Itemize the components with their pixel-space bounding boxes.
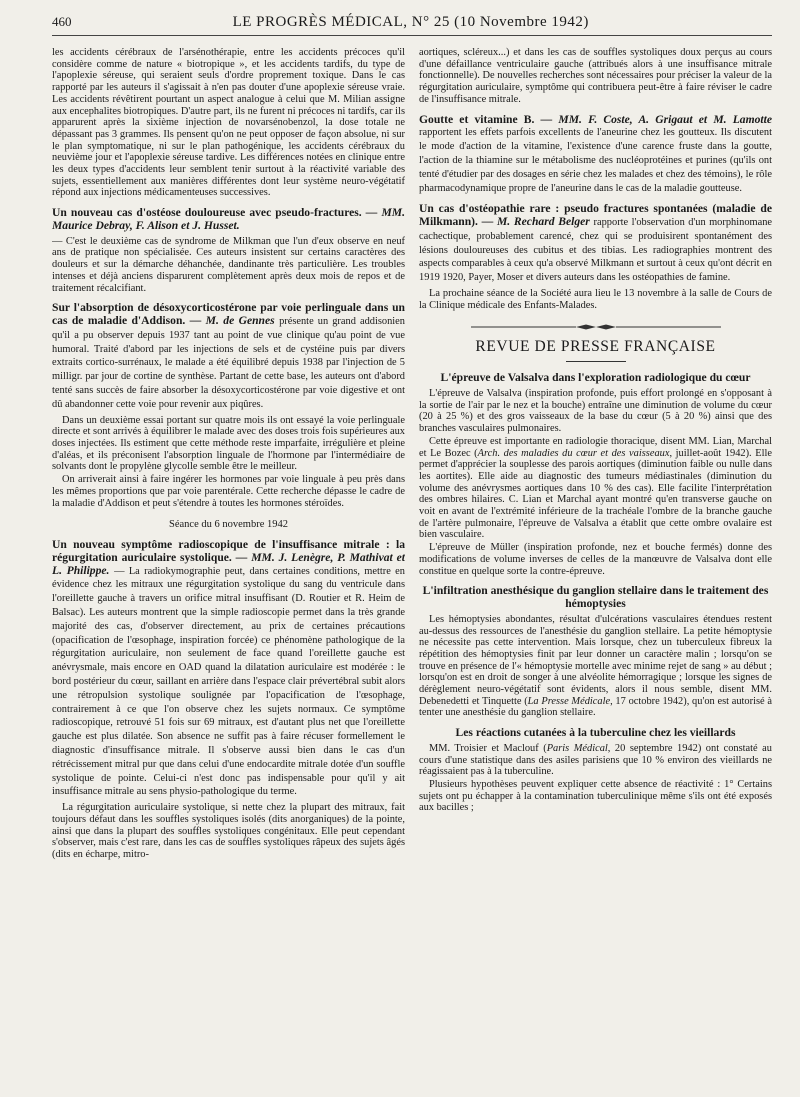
article-title <box>419 203 772 285</box>
ornament-rule-icon <box>471 323 721 331</box>
article-authors: — M. de Gennes <box>189 314 275 328</box>
text-run: , juillet-août 1942). Elle permet d'apprécier la souplesse des parois aortiques (diminution faible ou nulle dans les aortites). Elle aide au diagnostic des tumeurs médiastinales (diminution du volume des anévrysmes aortiques dans 10 % des cas). Elle facilite l'interprétation des ombres hilaires. C. Lian et Marchal ayant montré qu'en transverse gauche on voit en avant de l'extrémité inférieure de la trachéale l'ombre de la branche gauche de l'artère pulmonaire, l'épreuve de Valsalva a établit que cette ombre ovalaire est bien vasculaire. <box>419 447 772 541</box>
paragraph: les accidents cérébraux de l'arsénothérapie, entre les accidents précoces qu'il considère comme de nature « biotropique », et les accidents tardifs, du type de l'apoplexie séreuse, qui seraient seuls d'ordre proprement toxique. Dans le cas rapporté par les auteurs il s'agissait à n'en pas douter d'une apoplexie séreuse vraie. Les accidents révêtirent pourtant un aspect analogue à celui que M. Milian assigne aux encephalites biotropiques. D'autre part, ils ne furent ni précoces ni tardifs, car ils apparurent après la sixième injection de novarsénobenzol, la dose totale ne dépassant pas 3 grammes. Ils pensent qu'on ne peut opposer de façon absolue, ni sur le plan symptomatique, ni sur le plan pathogénique, les accidents cérébraux du neuvième jour et l'apoplexie séreuse tardive. Les différences notées en clinique entre les deux types d'accidents leur semblent tenir surtout à la réactivité variable des sujets, essentiellement aux manières différentes dont leur système neuro-végétatif répond aux injections médicamenteuses successives. <box>52 47 405 199</box>
session-date: Séance du 6 novembre 1942 <box>169 519 288 531</box>
review-title: L'infiltration anesthésique du ganglion stellaire dans le traitement des hémoptysies <box>422 584 769 611</box>
text-run: Cette épreuve est importante en radiologie thoracique, disent MM. Lian, Marchal et Le Bozec ( <box>419 435 772 459</box>
paragraph <box>419 743 772 778</box>
article-authors: — MM. J. Lenègre, P. Mathivat et L. Philippe. <box>52 550 405 577</box>
article-authors: — MM. Maurice Debray, F. Alison et J. Husset. <box>52 206 405 232</box>
page-number: 460 <box>52 14 72 29</box>
paragraph: présente un grand addisonien qu'il a pu observer depuis 1937 tant au point de vue clinique qu'au point de vue humoral. Traité d'abord par les injections de sels et de cystéine puis par divers extraits cortico-surrénaux, le malade a été équilibré depuis 1938 par l'injection de 5 milligr. par jour de cortine de synthèse. Partant de cette base, les auteurs ont d'abord tenté sans succès de faire absorber la désoxycorticostérone par voie digestive et ont dû abandonner cette voie pour revenir aux piqûres. <box>52 316 405 410</box>
section-heading: REVUE DE PRESSE FRANÇAISE <box>475 338 716 356</box>
article-title <box>52 207 405 233</box>
text-run: , 20 septembre 1942) ont constaté au cours d'une statistique dans des asiles parisiens que 10 % environ des vieillards ne réagissaient pas à la tuberculine. <box>419 742 772 778</box>
ornament-divider <box>419 323 772 331</box>
paragraph: L'épreuve de Müller (inspiration profonde, nez et bouche fermés) donne des modifications de volume inverses de celles de la manœuvre de Valsalva dont elle constitue en quelque sorte la contre-épreuve. <box>419 542 772 577</box>
paragraph: aortiques, scléreux...) et dans les cas de souffles systoliques doux perçus au cours d'une défaillance ventriculaire gauche (attribués alors à une insuffisance mitrale fonctionnelle). De nouvelles recherches sont nécessaires pour préciser la valeur de la régurgitation auriculaire, symptôme qui contribuera peut-être à faire réviser le cadre de l'insuffisance mitrale. <box>419 47 772 105</box>
paragraph <box>419 436 772 541</box>
title-text: Un nouveau symptôme radioscopique de l'insuffisance mitrale : la régurgitation auriculaire systolique. <box>52 537 405 564</box>
paragraph: — La radiokymographie peut, dans certaines conditions, mettre en évidence chez les mitraux une régurgitation systolique du sang du ventricule dans l'oreillette gauche à travers un orifice mitral insuffisant (D. Routier et R. Heim de Balsac). Les auteurs montrent que la simple radioscopie permet dans la très grande majorité des cas, d'observer directement, au prix de certaines précautions (opacification de l'œsophage, inspiration forcée) ce phénomène pathologique de la régurgitation auriculaire, non seulement de face quand l'oreillette gauche est anévrysmale, mais encore en OAD quand la dilatation auriculaire est modérée : le bord postérieur du cœur, saillant en arrière dans l'espace clair prévertébral subit alors une rétropulsion systolique soulignée par l'opacification de l'œsophage, contrairement à ce que l'on observe chez les sujets normaux. Ce symptôme radioscopique, retrouvé 51 fois sur 69 mitraux, est d'autant plus net que l'oreillette gauche est plus dilatée. Son absence ne suffit pas à faire récuser formellement le diagnostic d'insuffisance mitrale. Il s'observe aussi bien dans le cas d'un rétrécissement mitral pur que dans celui d'une endocardite mitrale dotée d'un souffle systolique de pointe. Celui-ci n'est donc pas indispensable pour qu'il y ait insuffisance mitrale au sens physio-pathologique du terme. <box>52 565 405 798</box>
article-title <box>52 539 405 799</box>
text-run: MM. Troisier et Maclouf ( <box>429 742 547 754</box>
title-text: Goutte et vitamine B. <box>419 112 535 126</box>
article-authors: — MM. F. Coste, A. Grigaut et M. Lamotte <box>540 112 772 126</box>
article-authors: — M. Rechard Belger <box>481 215 590 229</box>
journal-header: LE PROGRÈS MÉDICAL, N° 25 (10 Novembre 1942) <box>232 14 589 30</box>
paragraph: La prochaine séance de la Société aura lieu le 13 novembre à la salle de Cours de la Clinique médicale des Enfants-Malades. <box>419 288 772 311</box>
running-head <box>52 14 772 36</box>
paragraph: L'épreuve de Valsalva (inspiration profonde, puis effort prolongé en s'opposant à la sortie de l'air par le nez et la bouche) entraîne une diminution de volume du cœur (20 à 25 %) et des gros vaisseaux de la base du cœur (5 à 20 %) ainsi que des branches vasculaires pulmonaires. <box>419 387 772 435</box>
paragraph: rapporte l'observation d'un morphinomane cachectique, probablement carencé, chez qui se produisirent spontanément des lésions douloureuses des cubitus et des tibias. Les radiographies montrent des aspects comparables à ceux qu'a observé Milkmann et surtout à ceux qu'ont décrit en 1919 1920, Payer, Moser et divers auteurs dans les ostéopathies de famine. <box>419 217 772 284</box>
paragraph: La régurgitation auriculaire systolique, si nette chez la plupart des mitraux, fait toujours défaut dans les souffles systoliques isolés (dits anorganiques) de la pointe, ainsi que dans la plupart des souffles systoliques congénitaux. Elle peut cependant s'observer, mais c'est rare, dans les cas de souffles systoliques râpeux des sujets âgés (dits en écharpe, mitro- <box>52 802 405 860</box>
source-citation: La Presse Médicale <box>527 695 611 707</box>
text-run: , 17 octobre 1942), qu'on est autorisé à tenter une anesthésie du ganglion stellaire. <box>419 695 772 719</box>
paragraph <box>419 614 772 719</box>
left-column <box>52 47 405 1079</box>
journal-page <box>52 14 772 1084</box>
paragraph: — C'est le deuxième cas de syndrome de Milkman que l'un d'eux observe en neuf ans de pratique non spécialisée. Ces auteurs insistent sur certains caractères des douleurs et sur la démarche déhanchée, dandinante très particulière. Les troubles intenses et déjà anciens disparurent complètement après deux mois de repos et de traitement récalcifiant. <box>52 235 405 294</box>
section-rule <box>566 361 626 362</box>
title-text: Un nouveau cas d'ostéose douloureuse avec pseudo-fractures. <box>52 206 362 220</box>
article-title <box>52 302 405 411</box>
paragraph: Dans un deuxième essai portant sur quatre mois ils ont essayé la voie perlinguale directe et sont arrivés à équilibrer le malade avec des doses trois fois supérieures aux doses injectées. Ils estiment que cette méthode reste imparfaite, irrégulière et pleine d'aléas, et ils préconisent l'absorption linguale de l'hormone par l'intermédiaire de solvants dont le propylène glycolle semble être le meilleur. <box>52 414 405 473</box>
title-text: Sur l'absorption de désoxycorticostérone par voie perlinguale dans un cas de maladie d'Addison. <box>52 301 405 328</box>
source-citation: Arch. des maladies du cœur et des vaisseaux <box>477 447 670 459</box>
paragraph: Plusieurs hypothèses peuvent expliquer cette absence de réactivité : 1° Certains sujets ont pu échapper à la contamination tuberculinique même s'ils ont été exposés aux bacilles ; <box>419 779 772 814</box>
review-title: Les réactions cutanées à la tuberculine chez les vieillards <box>455 726 736 740</box>
title-text: Un cas d'ostéopathie rare : pseudo fractures spontanées (maladie de Milkmann). <box>419 202 772 229</box>
article-title <box>419 114 772 196</box>
paragraph: On arriverait ainsi à faire ingérer les hormones par voie linguale à peu près dans les mêmes proportions que par voie parentérale. Cette recherche dépasse le cadre de la maladie d'Addison et peut s'étendre à toutes les hormones stéroïdes. <box>52 474 405 509</box>
source-citation: Paris Médical <box>546 742 608 754</box>
paragraph: rapportent les effets parfois excellents de l'aneurine chez les goutteux. Ils discutent le mode d'action de la vitamine, l'existence d'une carence fruste dans la goutte, l'action de la thiamine sur le métabolisme des nucléoprotéines et purines (qu'ils ont tenté d'étudier par des dosages en série chez les malades et chez des témoins), le rôle pharmacodynamique propre de l'aneurine dans le cas de la maladie goutteuse. <box>419 127 772 194</box>
text-run: Les hémoptysies abondantes, résultat d'ulcérations vasculaires étendues restent au-dessus des ressources de l'anesthésie du ganglion stellaire. La petite hémoptysie ne nécessite pas cette intervention. Mais lorsque, chez un tuberculeux fibreux la répétition des hémoptysies finit par leur donner un caractère malin ; lorsqu'on se trouve en présence de l'« hémoptysie mortelle avec minime rejet de sang » au début ; lorsqu'on est en droit de songer à une alvéolite hémorragique ; lorsque les signes de dérèglement neuro-végétatif sont évidents, alors il nous semble, disent MM. Debenedetti et Tinquette ( <box>419 613 772 707</box>
review-title: L'épreuve de Valsalva dans l'exploration radiologique du cœur <box>440 371 751 385</box>
right-column <box>419 47 772 1079</box>
